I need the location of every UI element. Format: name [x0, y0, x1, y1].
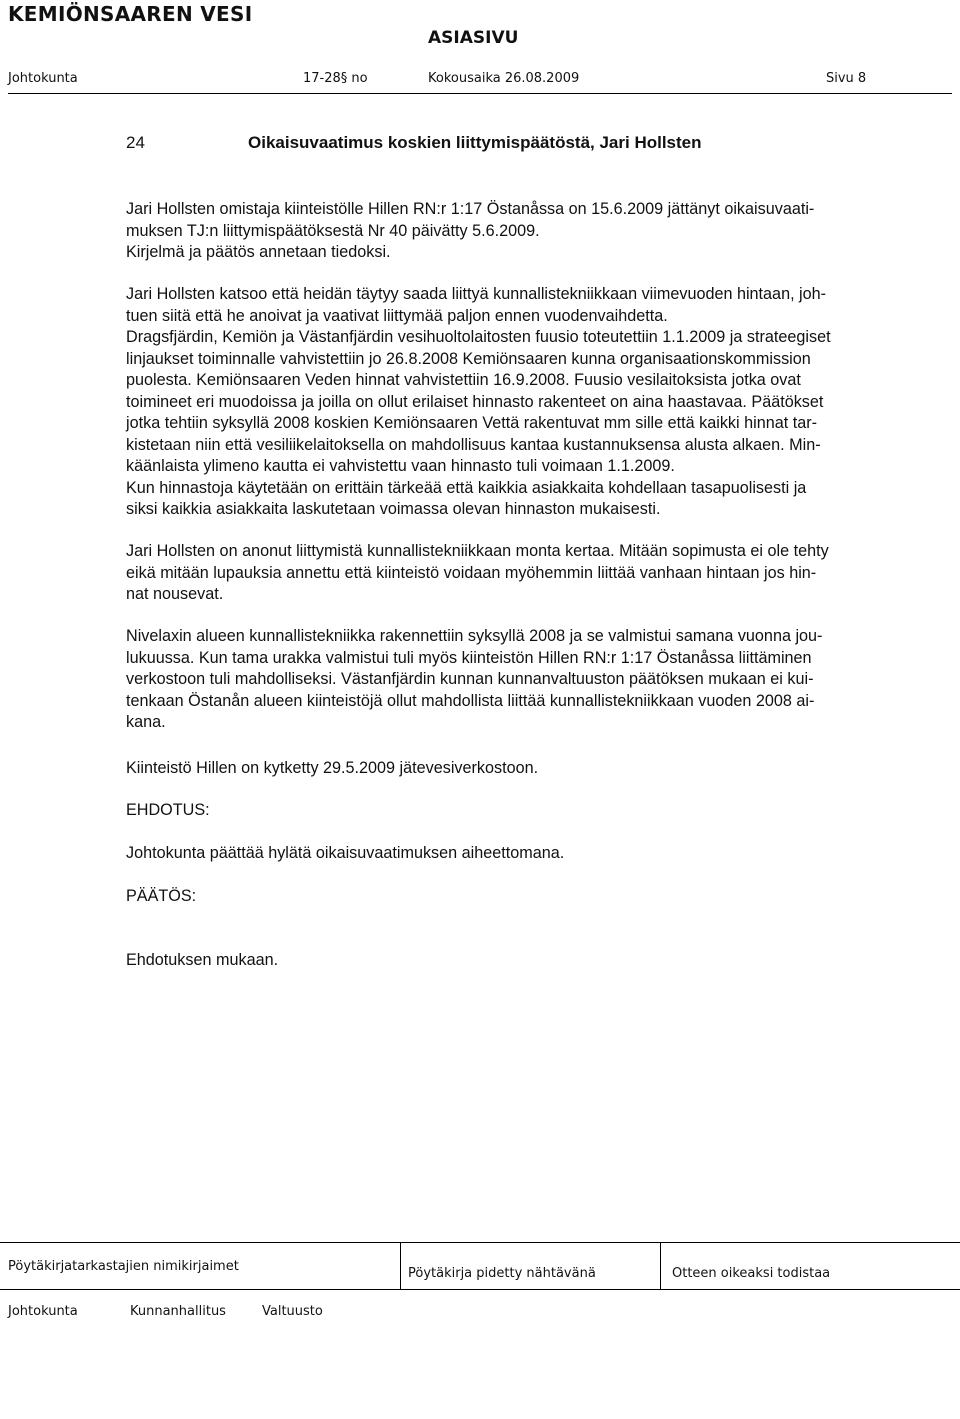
page-type-label: ASIASIVU — [428, 28, 519, 48]
decision-heading: PÄÄTÖS: — [126, 887, 197, 905]
body-block-8 — [126, 886, 938, 908]
paragraph-complaint: Jari Hollsten omistaja kiinteistölle Hillen RN:r 1:17 Östanåssa on 15.6.2009 jättänyt oikaisuvaati- muksen TJ:n liittymispäätöksestä Nr 40 päivätty 5.6.2009. Kirjelmä ja päätös annetaan tiedoksi. — [126, 200, 815, 261]
footer-initials-label: Pöytäkirjatarkastajien nimikirjaimet — [8, 1259, 239, 1274]
footer-body-kunnanhallitus: Kunnanhallitus — [130, 1304, 226, 1319]
footer-body-valtuusto: Valtuusto — [262, 1304, 323, 1319]
organization-name: KEMIÖNSAAREN VESI — [8, 2, 253, 26]
body-block-1 — [126, 199, 938, 264]
body-block-3 — [126, 541, 938, 606]
body-block-2 — [126, 284, 938, 521]
header-rule — [8, 93, 952, 94]
paragraph-nivelax: Nivelaxin alueen kunnallistekniikka rakennettiin syksyllä 2008 ja se valmistui samana vuonna jou- lukuussa. Kun tama urakka valmistui tuli myös kiinteistön Hillen RN:r 1:17 Östanåssa liittäminen verkostoon tuli mahdolliseksi. Västanfjärdin kunnan kunnanvaltuuston päätöksen mukaan ei kui- tenkaan Östanån alueen kiinteistöjä ollut mahdollista liittää kunnallistekniikkaan vuoden 2008 ai- kana. — [126, 627, 823, 731]
proposal-text: Johtokunta päättää hylätä oikaisuvaatimuksen aiheettomana. — [126, 844, 565, 862]
header-meeting-date: Kokousaika 26.08.2009 — [428, 71, 580, 86]
body-block-4 — [126, 626, 938, 734]
body-block-6 — [126, 800, 938, 822]
header-body-name: Johtokunta — [8, 71, 78, 86]
section-number: 24 — [126, 133, 145, 152]
footer-signature-row — [0, 1242, 960, 1290]
signature-footer — [0, 1242, 960, 1332]
header-page-number: Sivu 8 — [826, 71, 867, 86]
footer-divider — [400, 1243, 401, 1289]
body-block-9 — [126, 950, 938, 972]
body-block-5 — [126, 758, 938, 780]
paragraph-argument: Jari Hollsten katsoo että heidän täytyy saada liittyä kunnallistekniikkaan viimevuoden hintaan, joh- tuen siitä että he anoivat ja vaativat liittymää paljon ennen vuodenvaihdetta. Dragsfjärdin, Kemiön ja Västanfjärdin vesihuoltolaitosten fuusio toteutettiin 1.1.2009 ja strateegiset linjaukset toiminnalle vahvistettiin jo 26.8.2008 Kemiönsaaren kunna organisaationskommission puolesta. Kemiönsaaren Veden hinnat vahvistettiin 16.9.2008. Fuusio vesilaitoksista jotka ovat toimineet eri muodoissa ja joilla on ollut erilaiset hinnasto rakenteet on aina haastavaa. Päätökset jotka tehtiin syksyllä 2008 koskien Kemiönsaaren Vettä rakentuvat mm sille että kaikki hinnat tar- kistetaan niin että vesiliikelaitoksella on mahdollisuus kantaa kustannuksensa alusta alkaen. Min- käänlaista ylimeno kautta ei vahvistettu vaan hinnasto tuli voimaan 1.1.2009. Kun hinnastoja käytetään on erittäin tärkeää että kaikkia asiakkaita kohdellaan tasapuolisesti ja siksi kaikkia asiakkaita laskutetaan voimassa olevan hinnaston mukaisesti. — [126, 285, 831, 518]
footer-display-label: Pöytäkirja pidetty nähtävänä — [408, 1266, 596, 1281]
body-block-7 — [126, 843, 938, 865]
footer-body-johtokunta: Johtokunta — [8, 1304, 78, 1319]
header-section-range: 17-28§ no — [303, 71, 368, 86]
decision-text: Ehdotuksen mukaan. — [126, 951, 279, 969]
paragraph-connected: Kiinteistö Hillen on kytketty 29.5.2009 jätevesiverkostoon. — [126, 759, 539, 777]
footer-divider — [660, 1243, 661, 1289]
paragraph-no-agreement: Jari Hollsten on anonut liittymistä kunnallistekniikkaan monta kertaa. Mitään sopimusta ei ole tehty eikä mitään lupauksia annettu että kiinteistö voidaan myöhemmin liittää vanhaan hintaan jos hin- nat nousevat. — [126, 542, 829, 603]
footer-copy-label: Otteen oikeaksi todistaa — [672, 1266, 831, 1281]
section-title: Oikaisuvaatimus koskien liittymispäätöstä, Jari Hollsten — [248, 133, 702, 152]
proposal-heading: EHDOTUS: — [126, 801, 210, 819]
